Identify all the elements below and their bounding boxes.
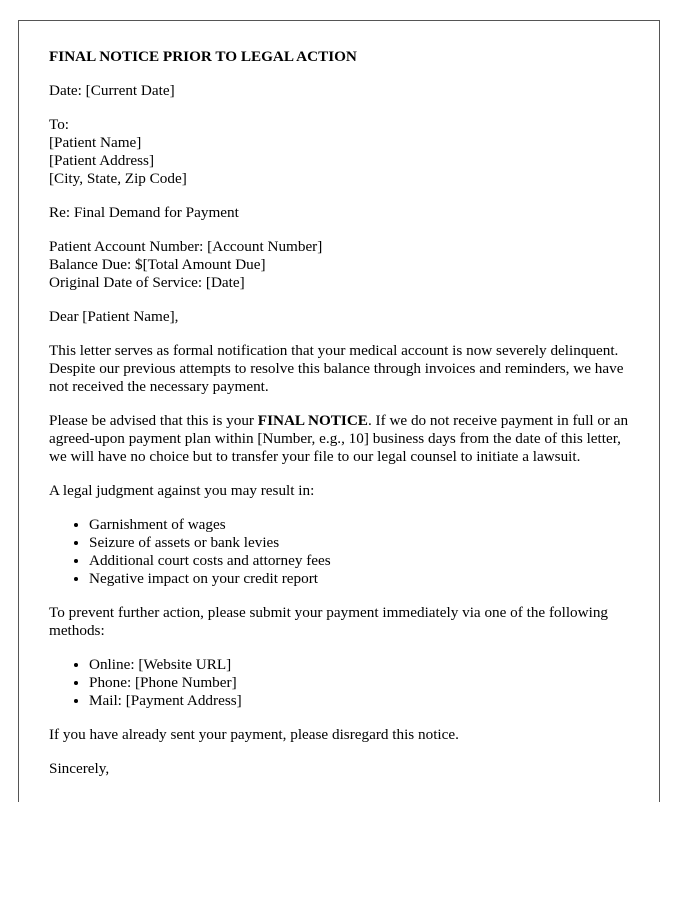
letter-title: FINAL NOTICE PRIOR TO LEGAL ACTION — [49, 48, 357, 65]
list-item: • Additional court costs and attorney fees — [89, 552, 629, 570]
recipient-block — [49, 116, 629, 188]
consequences-list — [49, 516, 629, 588]
final-notice-text-after: . If we do not receive payment in full or an agreed-upon payment plan within [Number, e.g., 10] business days from the date of this letter, we will have no choice but to transfer your file to our legal counsel to initiate a lawsuit. — [49, 412, 629, 465]
payment-methods-list — [49, 656, 629, 710]
account-details — [49, 238, 629, 292]
list-item: • Negative impact on your credit report — [89, 570, 629, 588]
list-item: • Garnishment of wages — [89, 516, 629, 534]
salutation: Dear [Patient Name], — [49, 308, 179, 325]
recipient-address: [Patient Address] — [49, 152, 155, 169]
recipient-to: To: — [49, 116, 70, 133]
paragraph-delinquency: This letter serves as formal notification that your medical account is now severely delinquent. Despite our previous attempts to resolve this balance through invoices and reminders, we have not received the necessary payment. — [49, 342, 624, 395]
recipient-name: [Patient Name] — [49, 134, 142, 151]
letter-page — [18, 20, 660, 802]
final-notice-text-before: Please be advised that this is your — [49, 412, 258, 429]
disregard-note: If you have already sent your payment, please disregard this notice. — [49, 726, 459, 743]
subject-line: Re: Final Demand for Payment — [49, 204, 239, 221]
list-item: • Phone: [Phone Number] — [89, 674, 629, 692]
payment-intro: To prevent further action, please submit your payment immediately via one of the following methods: — [49, 604, 609, 639]
final-notice-emphasis: FINAL NOTICE — [257, 412, 368, 429]
date-of-service: Original Date of Service: [Date] — [49, 274, 245, 291]
balance-due: Balance Due: $[Total Amount Due] — [49, 256, 266, 273]
recipient-city: [City, State, Zip Code] — [49, 170, 187, 187]
list-item: • Online: [Website URL] — [89, 656, 629, 674]
letter-content — [19, 21, 659, 778]
closing: Sincerely, — [49, 760, 110, 777]
paragraph-final-notice — [49, 412, 629, 466]
judgment-intro: A legal judgment against you may result in: — [49, 482, 315, 499]
list-item: • Seizure of assets or bank levies — [89, 534, 629, 552]
date-line: Date: [Current Date] — [49, 82, 175, 99]
account-number: Patient Account Number: [Account Number] — [49, 238, 323, 255]
list-item: • Mail: [Payment Address] — [89, 692, 629, 710]
